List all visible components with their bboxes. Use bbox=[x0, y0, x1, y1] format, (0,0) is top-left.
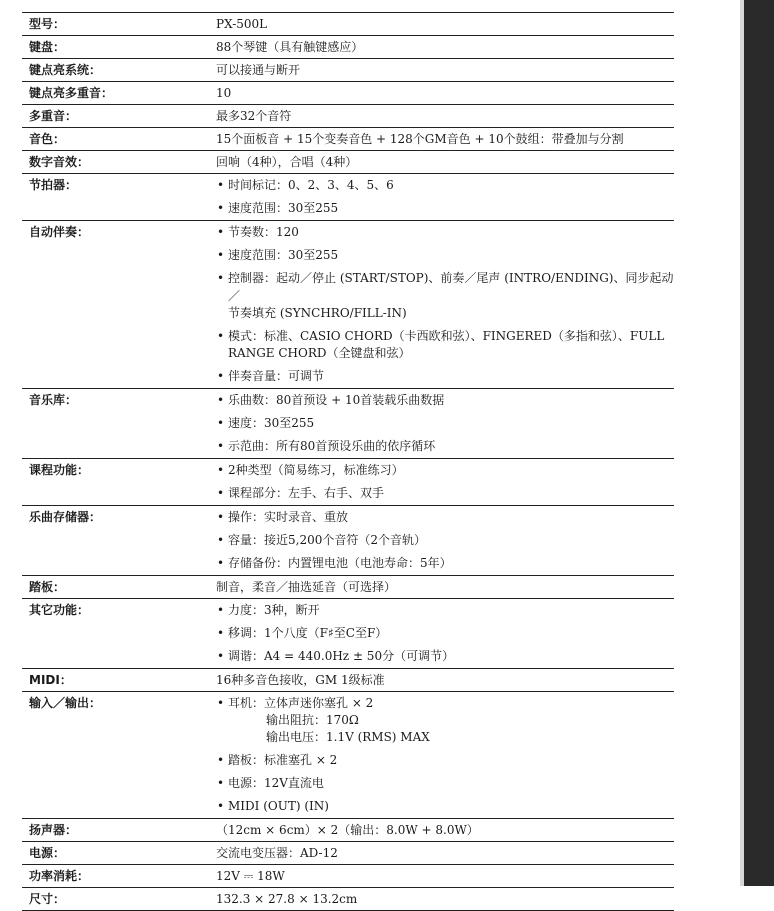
spec-row-auto-accompaniment bbox=[22, 220, 674, 389]
spec-label: 音乐库： bbox=[29, 393, 78, 407]
spec-value: 10 bbox=[216, 86, 232, 100]
spec-bullet: • 调谐：A4 = 440.0Hz ± 50分（可调节） bbox=[216, 645, 674, 668]
spec-bullet: • 速度范围：30至255 bbox=[216, 197, 674, 220]
spec-row-other-functions bbox=[22, 598, 674, 669]
spec-bullet: • 踏板：标准塞孔 × 2 bbox=[216, 749, 674, 772]
spec-bullet: • 操作：实时录音、重放 bbox=[216, 506, 674, 529]
spec-bullet: • 示范曲：所有80首预设乐曲的依序循环 bbox=[216, 435, 674, 458]
spec-table bbox=[22, 12, 674, 911]
spec-label: 扬声器： bbox=[29, 823, 78, 837]
spec-label: 课程功能： bbox=[29, 463, 90, 477]
spec-bullet: • 伴奏音量：可调节 bbox=[216, 365, 674, 388]
spec-bullet: • 速度：30至255 bbox=[216, 412, 674, 435]
spec-row-key-light-poly bbox=[22, 81, 674, 105]
spec-label: 电源： bbox=[29, 846, 66, 860]
spec-bullet: • 模式：标准、CASIO CHORD（卡西欧和弦）、FINGERED（多指和弦）、FULL bbox=[216, 325, 674, 345]
spec-value: 132.3 × 27.8 × 13.2cm bbox=[216, 892, 358, 906]
spec-label: 踏板： bbox=[29, 580, 66, 594]
spec-bullet: • 节奏数：120 bbox=[216, 221, 674, 244]
spec-bullet: • 课程部分：左手、右手、双手 bbox=[216, 482, 674, 505]
spec-value bbox=[210, 506, 674, 575]
scroll-margin-bar bbox=[744, 0, 774, 886]
spec-label: MIDI： bbox=[29, 673, 72, 687]
spec-label: 自动伴奏： bbox=[29, 225, 90, 239]
spec-row-polyphony bbox=[22, 104, 674, 128]
spec-bullet: • 电源：12V直流电 bbox=[216, 772, 674, 795]
spec-bullet: • 速度范围：30至255 bbox=[216, 244, 674, 267]
spec-value bbox=[210, 221, 674, 388]
spec-label: 型号： bbox=[29, 17, 66, 31]
spec-label: 输入／输出： bbox=[29, 696, 102, 710]
spec-value: 制音，柔音／抽选延音（可选择） bbox=[216, 580, 397, 594]
spec-row-power-consumption bbox=[22, 864, 674, 888]
spec-value: 交流电变压器：AD-12 bbox=[216, 846, 338, 860]
spec-bullet: • 控制器：起动／停止 (START/STOP)、前奏／尾声 (INTRO/ENDING)、同步起动／ bbox=[216, 267, 674, 305]
spec-value: 最多32个音符 bbox=[216, 109, 292, 123]
spec-bullet: • 力度：3种，断开 bbox=[216, 599, 674, 622]
spec-row-speakers bbox=[22, 818, 674, 842]
spec-bullet: • 存储备份：内置锂电池（电池寿命：5年） bbox=[216, 552, 674, 575]
spec-value bbox=[210, 174, 674, 220]
spec-value: 回响（4种），合唱（4种） bbox=[216, 155, 358, 169]
spec-label: 键点亮系统： bbox=[29, 63, 102, 77]
spec-sub-item: 输出阻抗：170Ω bbox=[266, 713, 359, 727]
spec-label: 多重音： bbox=[29, 109, 78, 123]
spec-label: 尺寸： bbox=[29, 892, 66, 906]
spec-value: 15个面板音 + 15个变奏音色 + 128个GM音色 + 10个鼓组：带叠加与分割 bbox=[216, 132, 624, 146]
spec-row-model bbox=[22, 12, 674, 36]
spec-row-effects bbox=[22, 150, 674, 174]
spec-row-keyboard bbox=[22, 35, 674, 59]
spec-row-lessons bbox=[22, 458, 674, 506]
spec-row-midi bbox=[22, 668, 674, 692]
spec-label: 其它功能： bbox=[29, 603, 90, 617]
spec-row-pedals bbox=[22, 575, 674, 599]
spec-value: 88个琴键（具有触键感应） bbox=[216, 40, 364, 54]
spec-bullet-continuation: 节奏填充 (SYNCHRO/FILL-IN) bbox=[228, 306, 407, 320]
spec-value bbox=[210, 599, 674, 668]
spec-bullet: • 乐曲数：80首预设 + 10首装载乐曲数据 bbox=[216, 389, 674, 412]
spec-bullet: • 2种类型（简易练习，标准练习） bbox=[216, 459, 674, 482]
spec-bullet: • 容量：接近5,200个音符（2个音轨） bbox=[216, 529, 674, 552]
spec-row-tones bbox=[22, 127, 674, 151]
spec-value: 16种多音色接收，GM 1级标准 bbox=[216, 673, 385, 687]
spec-sub-item: 输出电压：1.1V (RMS) MAX bbox=[266, 730, 430, 744]
spec-label: 数字音效： bbox=[29, 155, 90, 169]
spec-value bbox=[210, 459, 674, 505]
spec-label: 乐曲存储器： bbox=[29, 510, 102, 524]
spec-label: 音色： bbox=[29, 132, 66, 146]
spec-row-song-memory bbox=[22, 505, 674, 576]
spec-value bbox=[210, 692, 674, 818]
spec-value: PX-500L bbox=[216, 17, 268, 31]
spec-row-io bbox=[22, 691, 674, 819]
spec-row-key-light bbox=[22, 58, 674, 82]
spec-value: 可以接通与断开 bbox=[216, 63, 301, 77]
spec-row-power-supply bbox=[22, 841, 674, 865]
spec-row-song-bank bbox=[22, 388, 674, 459]
spec-bullet: • 时间标记：0、2、3、4、5、6 bbox=[216, 174, 674, 197]
spec-label: 节拍器： bbox=[29, 178, 78, 192]
spec-bullet: • MIDI (OUT) (IN) bbox=[216, 795, 674, 818]
spec-label: 功率消耗： bbox=[29, 869, 90, 883]
spec-row-metronome bbox=[22, 173, 674, 221]
spec-label: 键点亮多重音： bbox=[29, 86, 114, 100]
spec-label: 键盘： bbox=[29, 40, 66, 54]
spec-value: 12V ⎓ 18W bbox=[216, 869, 285, 883]
spec-bullet: • 移调：1个八度（F♯至C至F） bbox=[216, 622, 674, 645]
spec-value bbox=[210, 389, 674, 458]
spec-value: （12cm × 6cm）× 2（输出：8.0W + 8.0W） bbox=[216, 823, 479, 837]
spec-bullet-continuation: RANGE CHORD（全键盘和弦） bbox=[228, 346, 411, 360]
spec-bullet: • 耳机：立体声迷你塞孔 × 2 bbox=[216, 692, 674, 712]
spec-row-dimensions bbox=[22, 887, 674, 911]
